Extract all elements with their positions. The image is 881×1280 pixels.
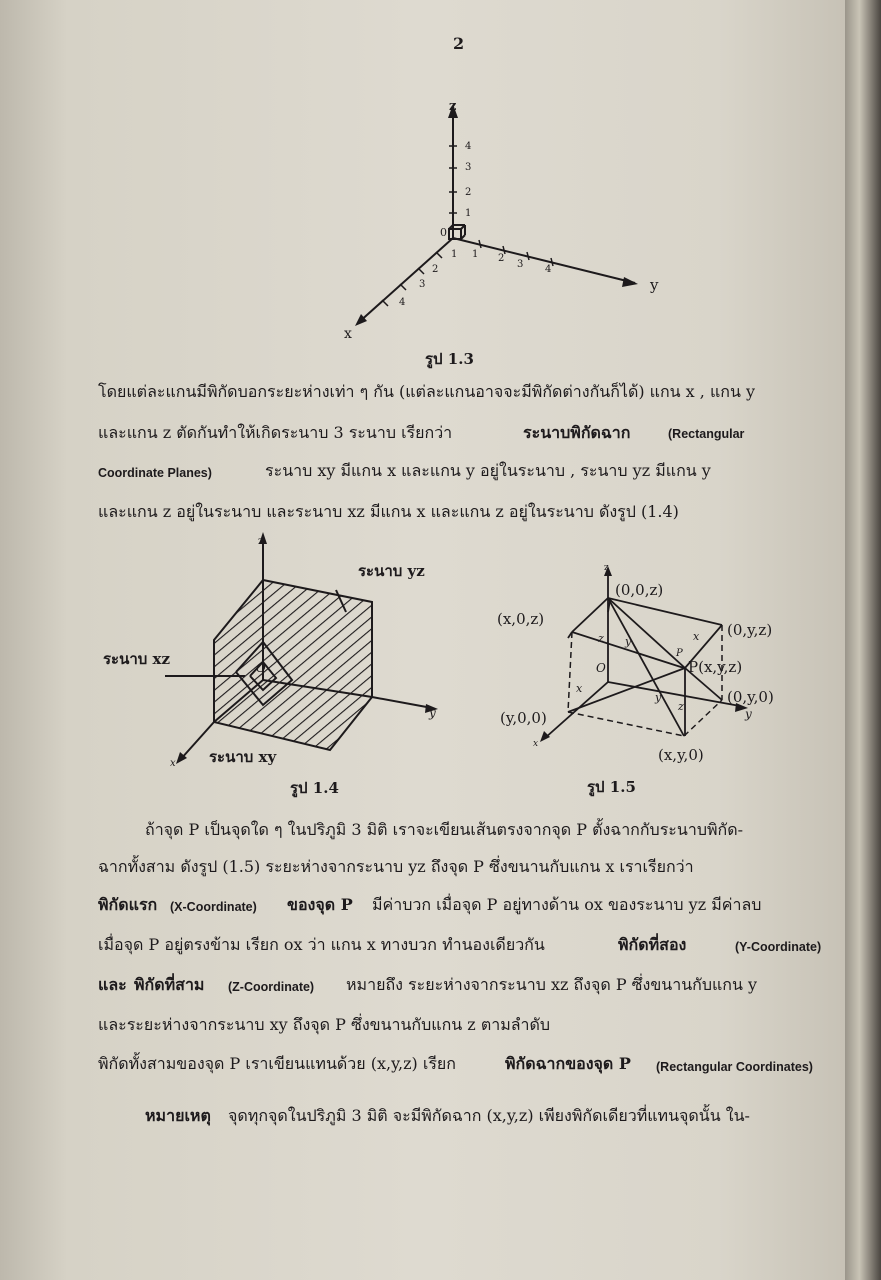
paragraph-2-line-4: เมื่อจุด P อยู่ตรงข้าม เรียก ox ว่า แกน x ทางบวก ทำนองเดียวกัน [98,935,545,954]
plane-xy-label: ระนาบ xy [209,748,277,766]
paragraph-2-line-5: หมายถึง ระยะห่างจากระนาบ xz ถึงจุด P ซึ่งขนานกับแกน y [346,975,758,994]
z-axis-label: z [258,536,264,547]
term-rectangular-coordinates-en: (Rectangular Coordinates) [656,1060,813,1074]
paragraph-1-line-4: และแกน z อยู่ในระนาบ และระนาบ xz มีแกน x และแกน z อยู่ในระนาบ ดังรูป (1.4) [98,502,679,521]
page-number: 2 [453,34,465,53]
term-rectangular-planes-th: ระนาบพิกัดฉาก [523,423,631,442]
term-y-coordinate-en: (Y-Coordinate) [735,940,822,954]
segment-label: x [576,682,583,695]
point-p-marker-label: P [676,648,683,659]
figure-1-4-caption: รูป 1.4 [290,779,339,797]
y-axis-label: y [745,707,752,721]
plane-xz-label: ระนาบ xz [103,650,170,668]
y-axis-label: y [429,706,436,720]
y-arrow [622,277,638,287]
term-rectangular-planes-en: (Rectangular [668,427,745,441]
x-axis-label: x [170,758,176,769]
paragraph-2-line-6: และระยะห่างจากระนาบ xy ถึงจุด P ซึ่งขนานกับแกน z ตามลำดับ [98,1015,551,1034]
figure-1-3 [330,90,680,345]
paragraph-1-line-1: โดยแต่ละแกนมีพิกัดบอกระยะห่างเท่า ๆ กัน (แต่ละแกนอาจจะมีพิกัดต่างกันก็ได้) แกน x , แกน y [98,382,756,401]
figure-1-5-caption: รูป 1.5 [587,778,636,796]
y-axis-label: y [650,276,659,294]
x-tick-label: 3 [419,279,426,290]
note-label: หมายเหตุ [145,1106,211,1125]
y-tick-label: 2 [498,253,505,264]
figure-1-3-caption: รูป 1.3 [425,350,474,368]
page-edge [845,0,881,1280]
hatched-planes [214,580,372,750]
term-of-point-p: ของจุด P [287,895,353,914]
z-tick-label: 1 [465,208,472,219]
point-p-label: P(x,y,z) [688,658,743,676]
term-z-coordinate-en: (Z-Coordinate) [228,980,315,994]
z-axis-label: z [604,563,609,573]
term-second-coordinate: พิกัดที่สอง [618,935,687,954]
z-tick-label: 4 [465,141,472,152]
y-tick-label: 3 [517,259,524,270]
y-tick-label: 4 [545,264,552,275]
paragraph-2-line-7: พิกัดทั้งสามของจุด P เราเขียนแทนด้วย (x,y,z) เรียก [98,1054,456,1073]
paragraph-1-line-3: ระนาบ xy มีแกน x และแกน y อยู่ในระนาบ , ระนาบ yz มีแกน y [265,461,711,480]
paragraph-1-line-2: และแกน z ตัดกันทำให้เกิดระนาบ 3 ระนาบ เรียกว่า [98,423,453,442]
term-third-coordinate: พิกัดที่สาม [134,975,205,994]
paragraph-2-line-3: มีค่าบวก เมื่อจุด P อยู่ทางด้าน ox ของระนาบ yz มีค่าลบ [372,895,762,914]
note-text: จุดทุกจุดในปริภูมิ 3 มิติ จะมีพิกัดฉาก (x,y,z) เพียงพิกัดเดียวที่แทนจุดนั้น ใน- [228,1106,750,1125]
term-rectangular-coordinates-th: พิกัดฉากของจุด P [505,1054,631,1073]
paragraph-2-line-2: ฉากทั้งสาม ดังรูป (1.5) ระยะห่างจากระนาบ yz ถึงจุด P ซึ่งขนานกับแกน x เราเรียกว่า [98,857,694,876]
figure-1-5 [490,555,810,770]
segment-label: x [693,630,700,643]
origin-label: O [596,661,606,675]
term-x-coordinate-en: (X-Coordinate) [170,900,257,914]
segment-label: z [678,700,684,713]
point-y00-label: (y,0,0) [500,709,547,727]
x-axis-label: x [533,739,539,749]
point-0yz-label: (0,y,z) [727,621,773,639]
paragraph-2-line-1: ถ้าจุด P เป็นจุดใด ๆ ในปริภูมิ 3 มิติ เราจะเขียนเส้นตรงจากจุด P ตั้งฉากกับระนาบพิกัด- [145,820,744,839]
plane-yz-label: ระนาบ yz [358,562,425,580]
x-tick-label: 2 [432,264,439,275]
z-axis-label: z [449,99,457,114]
z-tick-label: 2 [465,187,472,198]
segment-label: y [655,691,662,704]
term-coordinate-planes-en: Coordinate Planes) [98,466,212,480]
x-axis [358,238,453,323]
z-tick-label: 3 [465,162,472,173]
origin-label: 0 [440,226,447,239]
point-x0z-label: (x,0,z) [497,610,545,628]
x-tick-label: 1 [451,249,458,260]
point-00z-label: (0,0,z) [615,581,664,599]
segment-label: z [598,632,604,645]
x-axis-label: x [344,326,352,342]
origin-label: O [256,661,266,675]
figure-1-4 [95,530,455,770]
paragraph-2-line-5-and: และ [98,975,127,994]
point-xy0-label: (x,y,0) [658,746,704,764]
segment-label: y [625,635,632,648]
x-tick-label: 4 [399,297,406,308]
term-first-coordinate: พิกัดแรก [98,895,158,914]
y-tick-label: 1 [472,249,479,260]
point-0y0-label: (0,y,0) [727,688,774,706]
